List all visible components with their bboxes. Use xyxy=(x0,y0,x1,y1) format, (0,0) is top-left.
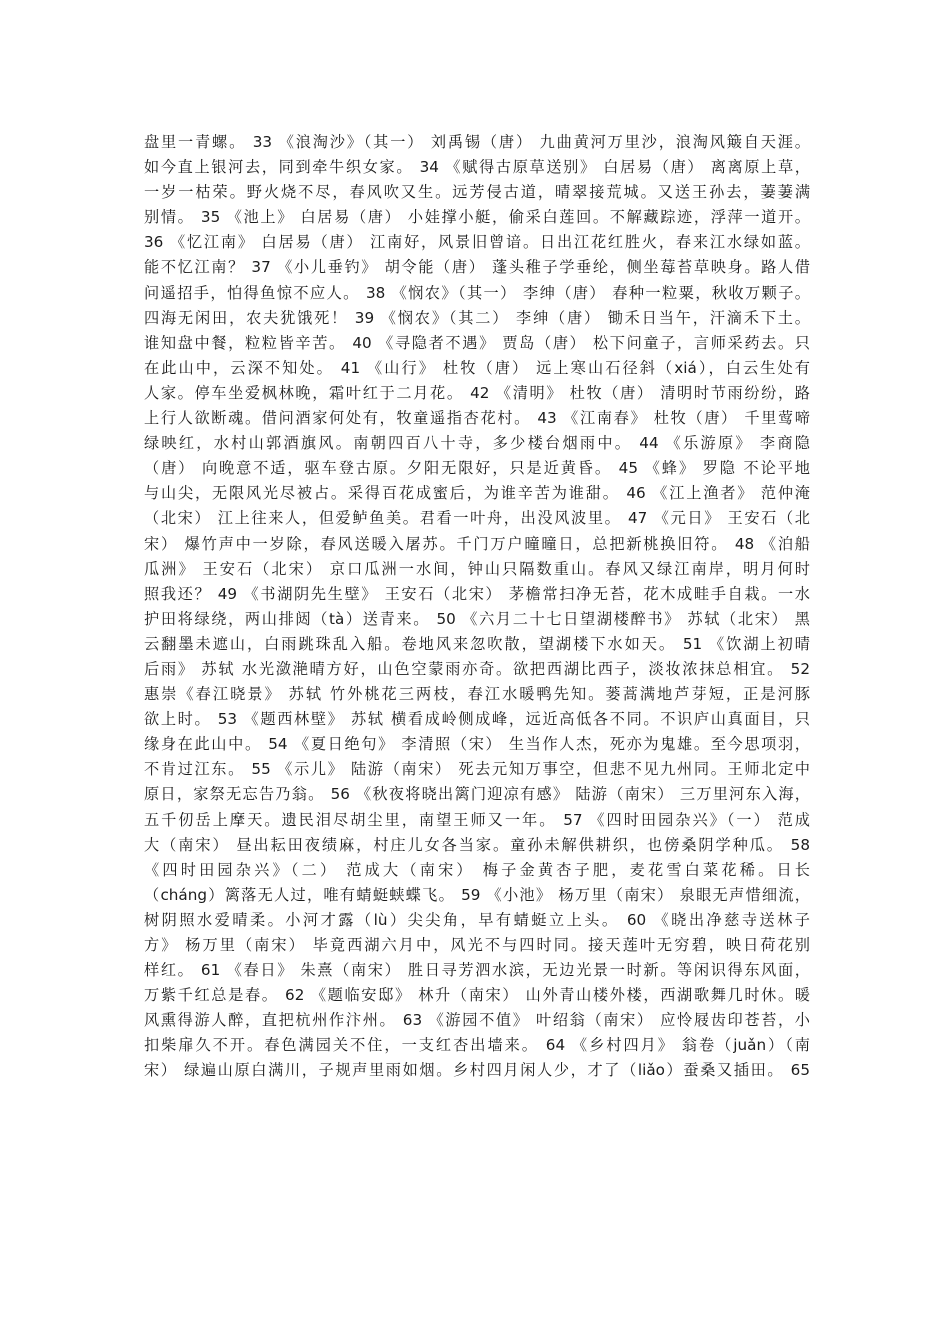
text-line: （北宋） 江上往来人，但爱鲈鱼美。君看一叶舟，出没风波里。 47 《元日》 王安石（北 xyxy=(144,509,810,528)
text-line: 谁知盘中餐，粒粒皆辛苦。 40 《寻隐者不遇》 贾岛（唐） 松下问童子，言师采药去。只 xyxy=(144,333,810,352)
text-line: 问遥招手，怕得鱼惊不应人。 38 《悯农》（其一） 李绅（唐） 春种一粒粟，秋收万颗子。 xyxy=(144,283,810,302)
poem-text-block xyxy=(144,130,810,1084)
text-line: 四海无闲田，农夫犹饿死！ 39 《悯农》（其二） 李绅（唐） 锄禾日当午，汗滴禾下土。 xyxy=(144,308,810,327)
text-line: 后雨》 苏轼 水光潋滟晴方好，山色空蒙雨亦奇。欲把西湖比西子，淡妆浓抹总相宜。 52 xyxy=(144,659,810,678)
text-line: 不肯过江东。 55 《示儿》 陆游（南宋） 死去元知万事空，但悲不见九州同。王师北定中 xyxy=(144,760,810,779)
text-line: 一岁一枯荣。野火烧不尽，春风吹又生。远芳侵古道，晴翠接荒城。又送王孙去，萋萋满 xyxy=(144,183,810,202)
text-line: 缘身在此山中。 54 《夏日绝句》 李清照（宋） 生当作人杰，死亦为鬼雄。至今思项羽， xyxy=(144,735,810,754)
text-line: 别情。 35 《池上》 白居易（唐） 小娃撑小艇，偷采白莲回。不解藏踪迹，浮萍一道开。 xyxy=(144,208,810,227)
text-line: 如今直上银河去，同到牵牛织女家。 34 《赋得古原草送别》 白居易（唐） 离离原上草， xyxy=(144,158,810,177)
text-line: 36 《忆江南》 白居易（唐） 江南好，风景旧曾谙。日出江花红胜火，春来江水绿如蓝。 xyxy=(144,233,810,252)
text-line: 五千仞岳上摩天。遗民泪尽胡尘里，南望王师又一年。 57 《四时田园杂兴》（一） 范成 xyxy=(144,810,810,829)
text-line: 惠崇《春江晓景》 苏轼 竹外桃花三两枝，春江水暖鸭先知。蒌蒿满地芦芽短，正是河豚 xyxy=(144,685,810,704)
text-line: 宋） 爆竹声中一岁除，春风送暖入屠苏。千门万户曈曈日，总把新桃换旧符。 48 《泊船 xyxy=(144,534,810,553)
text-line: 盘里一青螺。 33 《浪淘沙》（其一） 刘禹锡（唐） 九曲黄河万里沙，浪淘风簸自天涯。 xyxy=(144,133,810,151)
text-line: 人家。停车坐爱枫林晚，霜叶红于二月花。 42 《清明》 杜牧（唐） 清明时节雨纷纷，路 xyxy=(144,383,810,402)
text-line: 绿映红，水村山郭酒旗风。南朝四百八十寺，多少楼台烟雨中。 44 《乐游原》 李商隐 xyxy=(144,434,810,453)
text-line: 《四时田园杂兴》（二） 范成大（南宋） 梅子金黄杏子肥，麦花雪白菜花稀。日长 xyxy=(144,860,810,879)
text-line: 树阴照水爱晴柔。小河才露（lù）尖尖角，早有蜻蜓立上头。 60 《晓出净慈寺送林子 xyxy=(144,910,810,929)
text-line: 云翻墨未遮山，白雨跳珠乱入船。卷地风来忽吹散，望湖楼下水如天。 51 《饮湖上初晴 xyxy=(144,634,810,653)
text-line: （cháng）篱落无人过，唯有蜻蜓蛱蝶飞。 59 《小池》 杨万里（南宋） 泉眼无声惜细流， xyxy=(144,885,810,904)
text-line: 上行人欲断魂。借问酒家何处有，牧童遥指杏花村。 43 《江南春》 杜牧（唐） 千里莺啼 xyxy=(144,409,810,428)
text-line: 瓜洲》 王安石（北宋） 京口瓜洲一水间，钟山只隔数重山。春风又绿江南岸，明月何时 xyxy=(144,559,810,578)
text-line: 照我还？ 49 《书湖阴先生壁》 王安石（北宋） 茅檐常扫净无苔，花木成畦手自栽。一水 xyxy=(144,584,810,603)
text-line: 样红。 61 《春日》 朱熹（南宋） 胜日寻芳泗水滨，无边光景一时新。等闲识得东风面， xyxy=(144,961,810,980)
text-line: 扣柴扉久不开。春色满园关不住，一支红杏出墙来。 64 《乡村四月》 翁卷（juǎn）（南 xyxy=(144,1036,810,1055)
text-line: 万紫千红总是春。 62 《题临安邸》 林升（南宋） 山外青山楼外楼，西湖歌舞几时休。暖 xyxy=(144,986,810,1005)
text-line: 欲上时。 53 《题西林壁》 苏轼 横看成岭侧成峰，远近高低各不同。不识庐山真面目，只 xyxy=(144,710,810,729)
text-line: 风熏得游人醉，直把杭州作汴州。 63 《游园不值》 叶绍翁（南宋） 应怜屐齿印苍苔，小 xyxy=(144,1011,810,1030)
text-line: 原日，家祭无忘告乃翁。 56 《秋夜将晓出篱门迎凉有感》 陆游（南宋） 三万里河东入海， xyxy=(144,785,810,804)
text-line: 在此山中，云深不知处。 41 《山行》 杜牧（唐） 远上寒山石径斜（xiá），白云生处有 xyxy=(144,358,810,377)
text-line: 方》 杨万里（南宋） 毕竟西湖六月中，风光不与四时同。接天莲叶无穷碧，映日荷花别 xyxy=(144,936,810,954)
text-line: 宋） 绿遍山原白满川，子规声里雨如烟。乡村四月闲人少，才了（liǎo）蚕桑又插田。 65 xyxy=(144,1061,810,1080)
text-line: 大（南宋） 昼出耘田夜绩麻，村庄儿女各当家。童孙未解供耕织，也傍桑阴学种瓜。 58 xyxy=(144,835,810,854)
text-line: 护田将绿绕，两山排闼（tà）送青来。 50 《六月二十七日望湖楼醉书》 苏轼（北宋） 黑 xyxy=(144,609,810,628)
text-line: 能不忆江南？ 37 《小儿垂钓》 胡令能（唐） 蓬头稚子学垂纶，侧坐莓苔草映身。路人借 xyxy=(144,258,810,277)
text-line: （唐） 向晚意不适，驱车登古原。夕阳无限好，只是近黄昏。 45 《蜂》 罗隐 不论平地 xyxy=(144,459,810,478)
text-line: 与山尖，无限风光尽被占。采得百花成蜜后，为谁辛苦为谁甜。 46 《江上渔者》 范仲淹 xyxy=(144,484,810,503)
